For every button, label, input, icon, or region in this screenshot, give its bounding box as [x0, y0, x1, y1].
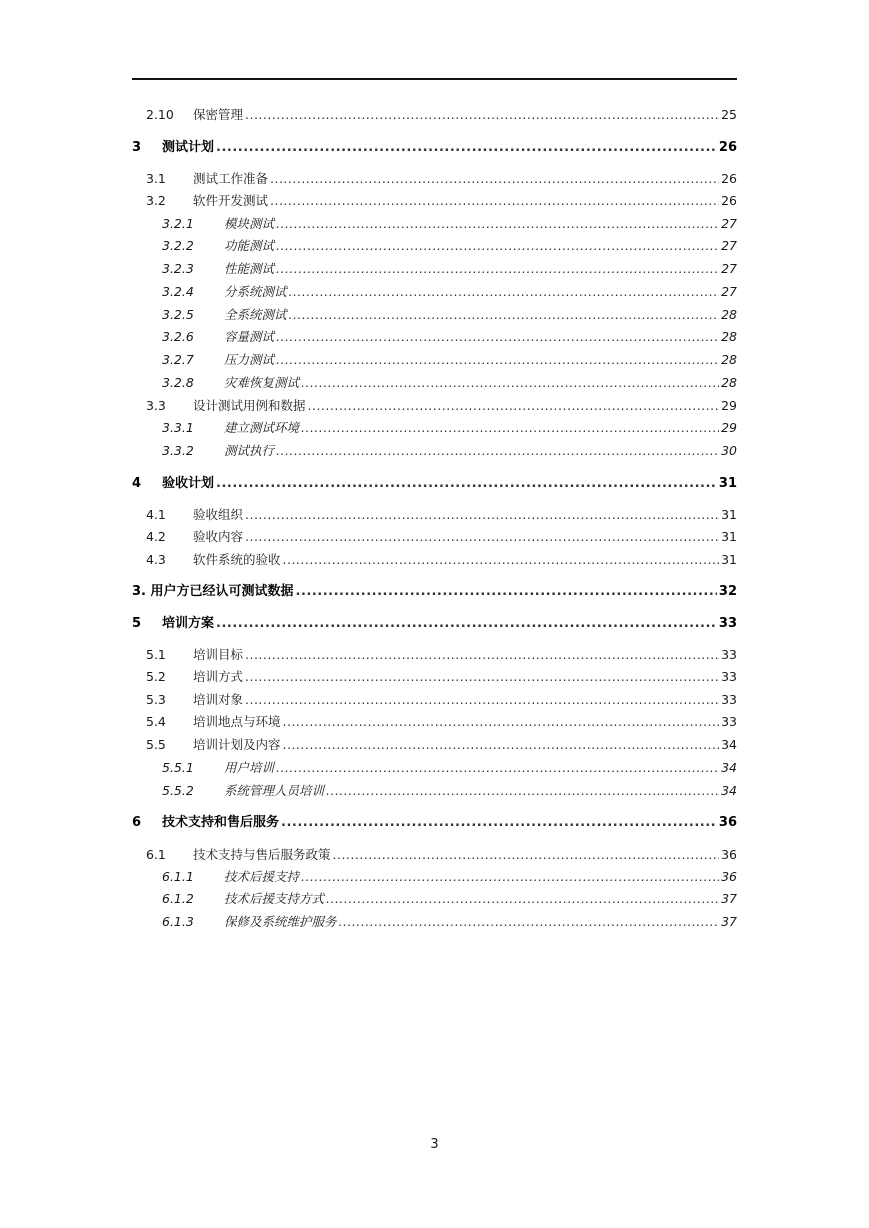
toc-entry[interactable]	[0, 846, 737, 864]
toc-entry-page: 31	[721, 552, 737, 567]
toc-entry-page: 33	[721, 692, 737, 707]
toc-entry-number: 5.5.1	[162, 760, 194, 775]
toc-entry-page: 27	[721, 284, 737, 299]
toc-entry-number: 5.4	[146, 714, 166, 729]
toc-entry[interactable]	[0, 551, 737, 569]
toc-entry-number: 4.2	[146, 529, 166, 544]
toc-entry-leader	[270, 192, 719, 210]
toc-entry[interactable]	[0, 668, 737, 686]
toc-entry-leader	[339, 913, 720, 931]
toc-entry[interactable]	[0, 215, 737, 233]
toc-entry-page: 36	[721, 869, 737, 884]
toc-entry-number: 2.10	[146, 107, 174, 122]
toc-entry[interactable]	[0, 283, 737, 301]
toc-entry-title: 测试执行	[224, 443, 275, 458]
toc-entry-number: 3.2.3	[162, 261, 194, 276]
toc-entry-title: 验收内容	[193, 529, 244, 544]
toc-entry-leader	[276, 328, 719, 346]
toc-entry-page: 28	[721, 329, 737, 344]
toc-entry-page: 27	[721, 238, 737, 253]
toc-entry[interactable]	[0, 890, 737, 908]
toc-entry[interactable]	[0, 506, 737, 524]
toc-entry-page: 26	[721, 171, 737, 186]
toc-entry-leader	[289, 283, 720, 301]
toc-entry-number: 3.2.4	[162, 284, 194, 299]
toc-entry-page: 36	[718, 815, 737, 830]
toc-entry[interactable]	[0, 139, 737, 157]
toc-entry-leader	[283, 713, 720, 731]
toc-entry-title: 系统管理人员培训	[224, 783, 325, 798]
toc-entry[interactable]	[0, 328, 737, 346]
toc-entry-title: 测试工作准备	[193, 171, 269, 186]
toc-entry-title: 分系统测试	[224, 284, 287, 299]
toc-entry-page: 29	[721, 398, 737, 413]
toc-entry[interactable]	[0, 374, 737, 392]
toc-entry-number: 6.1.2	[162, 891, 194, 906]
toc-entry[interactable]	[0, 615, 737, 633]
toc-entry-leader	[281, 814, 717, 832]
toc-entry[interactable]	[0, 475, 737, 493]
toc-entry-page: 36	[721, 847, 737, 862]
toc-entry[interactable]	[0, 913, 737, 931]
toc-entry-number: 5.3	[146, 692, 166, 707]
toc-entry-title: 保修及系统维护服务	[224, 914, 337, 929]
toc-entry[interactable]	[0, 192, 737, 210]
toc-entry-title: 性能测试	[224, 261, 275, 276]
page-number: 3	[430, 1137, 439, 1152]
toc-entry-leader	[301, 374, 719, 392]
toc-entry-title: 验收组织	[193, 507, 244, 522]
toc-entry-page: 33	[721, 714, 737, 729]
toc-entry-page: 26	[721, 193, 737, 208]
toc-entry-number: 3.2.7	[162, 352, 194, 367]
toc-entry[interactable]	[0, 170, 737, 188]
toc-entry-title: 软件开发测试	[193, 193, 269, 208]
toc-entry-number: 4.3	[146, 552, 166, 567]
toc-entry-title: 3. 用户方已经认可测试数据	[132, 584, 294, 599]
toc-entry-leader	[245, 691, 719, 709]
toc-entry[interactable]	[0, 736, 737, 754]
toc-entry[interactable]	[0, 528, 737, 546]
toc-entry-title: 设计测试用例和数据	[193, 398, 306, 413]
toc-entry-page: 28	[721, 375, 737, 390]
toc-entry[interactable]	[0, 419, 737, 437]
toc-entry-page: 30	[721, 443, 737, 458]
toc-entry-number: 3.1	[146, 171, 166, 186]
toc-entry-number: 3.3.2	[162, 443, 194, 458]
toc-entry-page: 33	[721, 669, 737, 684]
toc-entry[interactable]	[0, 759, 737, 777]
toc-entry[interactable]	[0, 583, 737, 601]
toc-entry-page: 28	[721, 307, 737, 322]
toc-entry-title: 压力测试	[224, 352, 275, 367]
toc-entry-title: 技术后援支持	[224, 869, 300, 884]
toc-entry-number: 3.2.1	[162, 216, 194, 231]
toc-entry-leader	[245, 528, 719, 546]
toc-entry[interactable]	[0, 306, 737, 324]
toc-entry-number: 5.5.2	[162, 783, 194, 798]
toc-entry-number: 3.2.2	[162, 238, 194, 253]
toc-entry-number: 5	[132, 616, 142, 631]
toc-entry-title: 保密管理	[193, 107, 244, 122]
toc-entry-leader	[333, 846, 720, 864]
toc-entry-leader	[283, 551, 720, 569]
toc-entry[interactable]	[0, 260, 737, 278]
toc-entry-number: 3.2.8	[162, 375, 194, 390]
toc-entry-page: 37	[721, 914, 737, 929]
toc-entry-leader	[245, 646, 719, 664]
toc-entry-number: 4	[132, 476, 142, 491]
toc-entry-leader	[283, 736, 720, 754]
toc-entry-page: 37	[721, 891, 737, 906]
toc-entry-leader	[296, 583, 717, 601]
toc-entry-title: 模块测试	[224, 216, 275, 231]
toc-entry-page: 29	[721, 420, 737, 435]
toc-entry-number: 3.3.1	[162, 420, 194, 435]
toc-entry-page: 33	[721, 647, 737, 662]
toc-entry-page: 25	[721, 107, 737, 122]
toc-entry-title: 技术支持与售后服务政策	[193, 847, 331, 862]
toc-entry-title: 培训计划及内容	[193, 737, 281, 752]
toc-entry-title: 建立测试环境	[224, 420, 300, 435]
toc-entry-number: 4.1	[146, 507, 166, 522]
toc-entry-number: 3.2	[146, 193, 166, 208]
toc-entry-page: 34	[721, 783, 737, 798]
toc-entry-title: 培训地点与环境	[193, 714, 281, 729]
toc-entry-title: 技术支持和售后服务	[162, 815, 280, 830]
toc-entry-title: 测试计划	[162, 140, 215, 155]
toc-entry-leader	[326, 782, 719, 800]
toc-entry-title: 用户培训	[224, 760, 275, 775]
toc-entry-leader	[276, 351, 719, 369]
toc-entry-leader	[245, 506, 719, 524]
toc-entry-leader	[276, 759, 719, 777]
toc-entry-page: 33	[718, 616, 737, 631]
toc-entry-title: 软件系统的验收	[193, 552, 281, 567]
toc-entry-title: 培训方案	[162, 616, 215, 631]
toc-entry-number: 6.1.3	[162, 914, 194, 929]
toc-entry-title: 培训目标	[193, 647, 244, 662]
toc-entry-number: 6.1	[146, 847, 166, 862]
toc-entry-page: 27	[721, 261, 737, 276]
toc-entry-leader	[276, 442, 719, 460]
toc-entry-page: 27	[721, 216, 737, 231]
toc-entry-page: 31	[718, 476, 737, 491]
toc-entry-leader	[245, 668, 719, 686]
toc-entry-leader	[276, 215, 719, 233]
toc-entry-number: 3.2.6	[162, 329, 194, 344]
toc-entry-leader	[216, 615, 717, 633]
toc-entry[interactable]	[0, 868, 737, 886]
toc-entry[interactable]	[0, 782, 737, 800]
toc-entry[interactable]	[0, 691, 737, 709]
toc-entry-number: 6	[132, 815, 142, 830]
toc-entry-title: 验收计划	[162, 476, 215, 491]
toc-entry[interactable]	[0, 814, 737, 832]
toc-entry-page: 34	[721, 737, 737, 752]
toc-entry-leader	[245, 106, 719, 124]
toc-entry[interactable]	[0, 646, 737, 664]
toc-entry-number: 3	[132, 140, 142, 155]
toc-entry-leader	[301, 868, 719, 886]
toc-entry-number: 3.2.5	[162, 307, 194, 322]
toc-entry-title: 培训方式	[193, 669, 244, 684]
toc-entry-title: 功能测试	[224, 238, 275, 253]
toc-entry[interactable]	[0, 397, 737, 415]
toc-entry-leader	[270, 170, 719, 188]
toc-entry-page: 28	[721, 352, 737, 367]
toc-entry-leader	[301, 419, 719, 437]
toc-entry-number: 5.5	[146, 737, 166, 752]
toc-entry-leader	[308, 397, 720, 415]
toc-entry[interactable]	[0, 713, 737, 731]
toc-entry-title: 技术后援支持方式	[224, 891, 325, 906]
toc-entry-leader	[276, 260, 719, 278]
toc-entry-page: 26	[718, 140, 737, 155]
toc-entry[interactable]	[0, 237, 737, 255]
toc-entry-leader	[216, 475, 717, 493]
toc-entry[interactable]	[0, 106, 737, 124]
toc-entry-title: 全系统测试	[224, 307, 287, 322]
toc-entry[interactable]	[0, 442, 737, 460]
toc-entry-page: 31	[721, 529, 737, 544]
toc-entry-page: 31	[721, 507, 737, 522]
toc-entry-leader	[326, 890, 719, 908]
toc-entry-leader	[216, 139, 717, 157]
toc-entry-number: 6.1.1	[162, 869, 194, 884]
toc-entry-title: 容量测试	[224, 329, 275, 344]
toc-entry-number: 5.2	[146, 669, 166, 684]
toc-entry-title: 灾难恢复测试	[224, 375, 300, 390]
toc-entry-number: 3.3	[146, 398, 166, 413]
toc-entry-title: 培训对象	[193, 692, 244, 707]
toc-entry-number: 5.1	[146, 647, 166, 662]
toc-entry-leader	[276, 237, 719, 255]
toc-entry-page: 34	[721, 760, 737, 775]
toc-entry-page: 32	[718, 584, 737, 599]
toc-entry[interactable]	[0, 351, 737, 369]
toc-entry-leader	[289, 306, 720, 324]
